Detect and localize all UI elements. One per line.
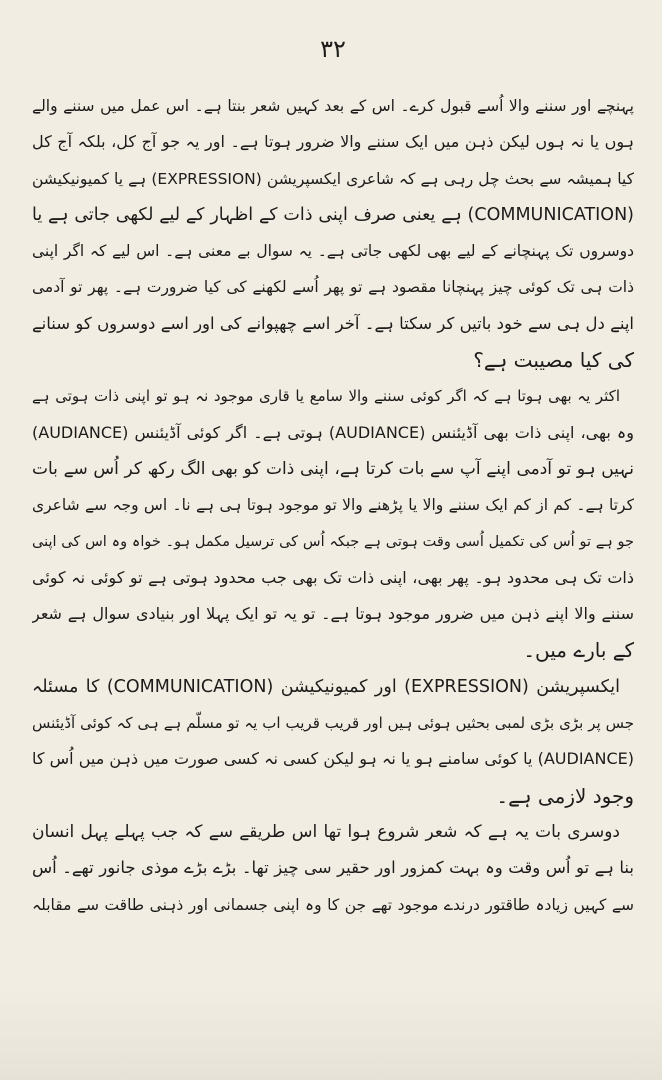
- text-line: جو ہے تو اُس کی تکمیل اُسی وقت ہوتی ہے جبکہ اُس کی ترسیل مکمل ہو۔ خواہ وہ اس کی اپنی: [32, 533, 634, 550]
- text-line: وہ بھی، اپنی ذات بھی آڈیئنس (AUDIANCE) ہوتی ہے۔ اگر کوئی آڈیئنس (AUDIANCE): [32, 422, 634, 442]
- page-number: ۳۲: [320, 35, 346, 63]
- text-line: کرتا ہے۔ کم از کم ایک سننے والا یا پڑھنے والا تو موجود ہوتا ہی ہے نا۔ اس وجہ سے شاعری: [32, 496, 634, 515]
- text-line: دوسری بات یہ ہے کہ شعر شروع ہوا تھا اس طریقے سے کہ جب پہلے پہل انسان: [32, 821, 620, 842]
- text-line: ایکسپریشن (EXPRESSION) اور کمیونیکیشن (COMMUNICATION) کا مسئلہ: [32, 676, 621, 697]
- text-line: ذات ہی تک کوئی چیز پہنچانا مقصود ہے تو پھر اُسے لکھنے کی کیا ضرورت ہے۔ پھر تو آدمی: [32, 278, 634, 297]
- text-line: کے بارے میں۔: [523, 638, 634, 663]
- text-line: سننے والا اپنے ذہن میں ضرور موجود ہوتا ہے۔ تو یہ تو ایک پہلا اور بنیادی سوال ہے شعر: [32, 604, 634, 624]
- text-line: جس پر بڑی بڑی لمبی بحثیں ہوئی ہیں اور قریب قریب اب یہ تو مسلّم ہے ہی کہ کوئی آڈیئنس: [32, 714, 634, 733]
- text-line: اپنے دل ہی سے خود باتیں کر سکتا ہے۔ آخر اسے چھپوانے کی اور اسے دوسروں کو سنانے: [32, 313, 634, 333]
- text-line: بنا ہے تو اُس وقت وہ بہت کمزور اور حقیر سی چیز تھا۔ بڑے بڑے موذی جانور تھے۔ اُس: [32, 858, 634, 878]
- text-line: (AUDIANCE) یا کوئی سامنے ہو یا نہ ہو لیکن کسی نہ کسی صورت میں ذہن میں اُس کا: [32, 749, 634, 769]
- text-line: وجود لازمی ہے۔: [496, 783, 634, 808]
- text-line: ہوں یا نہ ہوں لیکن ذہن میں ایک سننے والا ضرور ہوتا ہے۔ اور یہ جو آج کل، بلکہ آج کل: [32, 132, 634, 152]
- text-line: (COMMUNICATION) ہے یعنی صرف اپنی ذات کے اظہار کے لیے لکھی جاتی ہے یا: [32, 204, 634, 225]
- text-line: اکثر یہ بھی ہوتا ہے کہ اگر کوئی سننے والا سامع یا قاری موجود نہ ہو تو اپنی ذات ہوتی ہے: [32, 387, 620, 406]
- text-line: نہیں ہو تو آدمی اپنے آپ سے بات کرتا ہے، اپنی ذات کو بھی الگ رکھ کر اُس سے بات: [32, 458, 634, 479]
- text-line: سے کہیں زیادہ طاقتور درندے موجود تھے جن کا وہ اپنی جسمانی اور ذہنی طاقت سے مقابلہ: [32, 895, 634, 914]
- text-line: کیا ہمیشہ سے بحث چل رہی ہے کہ شاعری ایکسپریشن (EXPRESSION) ہے یا کمیونیکیشن: [32, 169, 634, 188]
- text-line: پہنچے اور سننے والا اُسے قبول کرے۔ اس کے بعد کہیں شعر بنتا ہے۔ اس عمل میں سننے والے: [32, 97, 634, 115]
- body-text: [32, 88, 634, 923]
- text-line: ذات تک ہی محدود ہو۔ پھر بھی، اپنی ذات تک بھی جب محدود ہوتی ہے تو کوئی نہ کوئی: [32, 567, 634, 587]
- text-line: دوسروں تک پہنچانے کے لیے بھی لکھی جاتی ہے۔ یہ سوال بے معنی ہے۔ اس لیے کہ اگر اپنی: [32, 242, 634, 261]
- text-line: کی کیا مصیبت ہے؟: [473, 348, 634, 373]
